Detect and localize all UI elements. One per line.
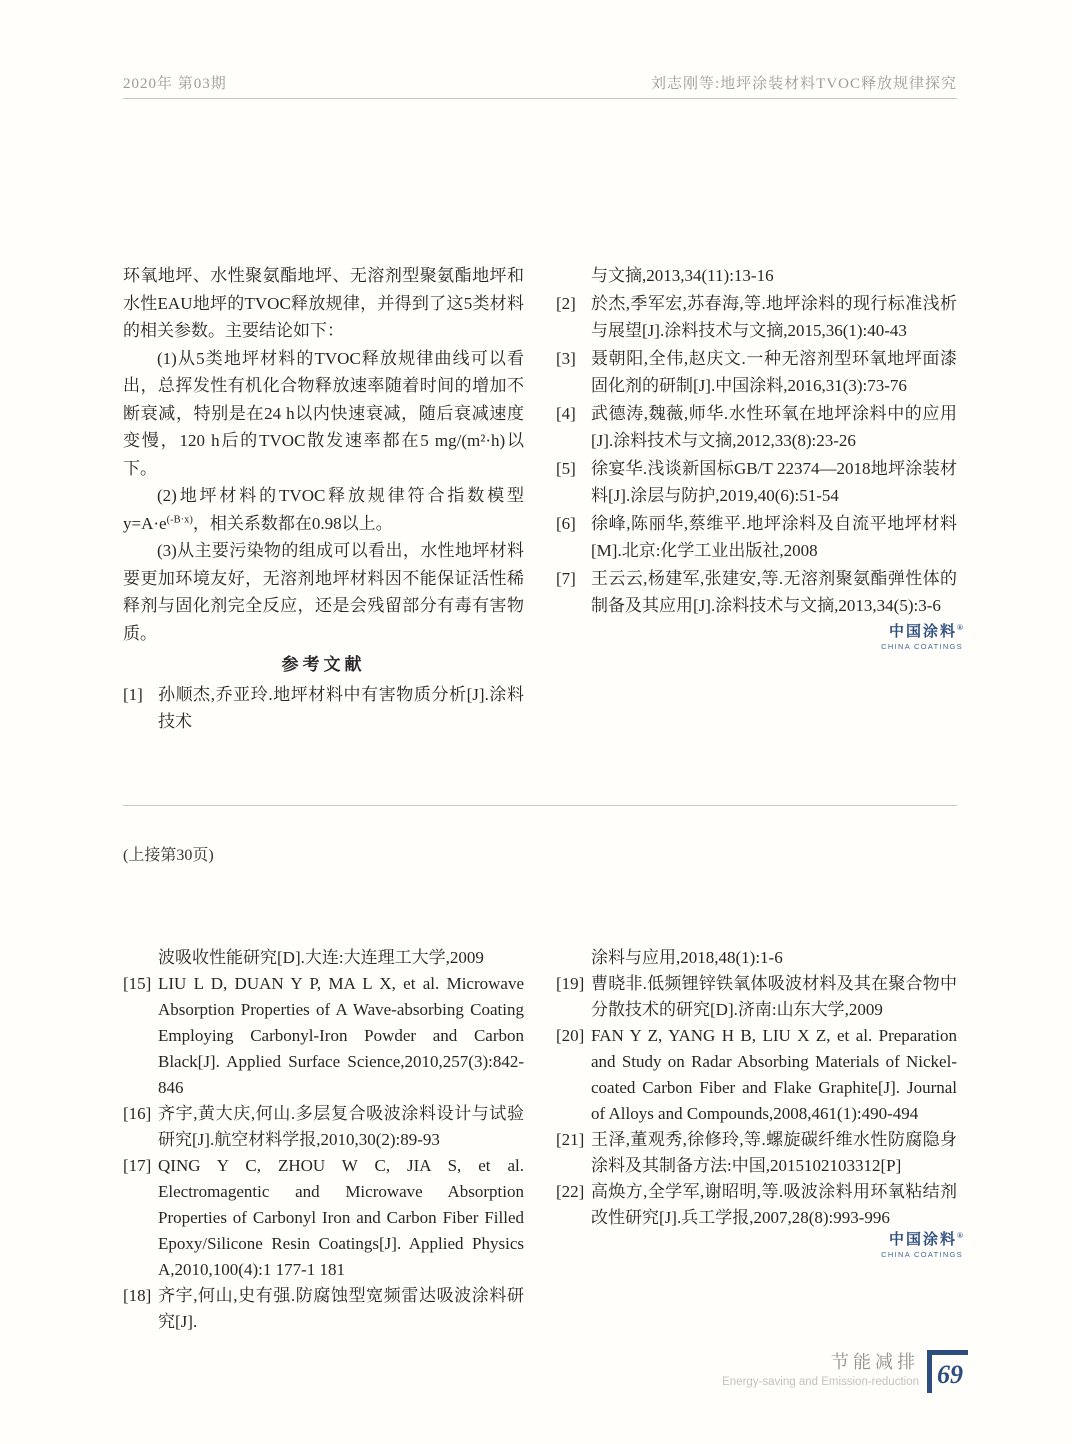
reference-item xyxy=(556,510,957,565)
formula-post: ，相关系数都在0.98以上。 xyxy=(192,513,393,533)
references-heading: 参考文献 xyxy=(281,655,366,674)
reference-item xyxy=(556,400,957,455)
conclusion-3: (3)从主要污染物的组成可以看出，水性地坪材料要更加环境友好，无溶剂地坪材料因不能保证活性稀释剂与固化剂完全反应，还是会残留部分有毒有害物质。 xyxy=(123,541,524,643)
formula-pre: (2)地坪材料的TVOC释放规律符合指数模型y=A·e xyxy=(123,486,524,533)
reference-item xyxy=(556,345,957,400)
logo-subtitle: CHINA COATINGS xyxy=(881,642,963,651)
reference-item xyxy=(556,1127,957,1179)
reference-continuation: 与文摘,2013,34(11):13-16 xyxy=(591,266,774,285)
reference-item xyxy=(123,681,524,736)
reference-text: 高焕方,全学军,谢昭明,等.吸波涂料用环氧粘结剂改性研究[J].兵工学报,2007,28(8):993-996 xyxy=(591,1182,957,1227)
logo-subtitle: CHINA COATINGS xyxy=(881,1250,963,1259)
reference-label: [4] xyxy=(556,403,576,423)
reference-item xyxy=(123,1153,524,1283)
logo-wordmark xyxy=(843,620,963,641)
reference-text: LIU L D, DUAN Y P, MA L X, et al. Microwave Absorption Properties of A Wave-absorbing Coating Employing Carbonyl-Iron Powder and Carbon Black[J]. Applied Surface Science,2010,257(3):842-846 xyxy=(158,974,524,1097)
reference-item xyxy=(556,1179,957,1231)
reference-label: [3] xyxy=(556,348,576,368)
reference-label: [20] xyxy=(556,1026,585,1045)
reference-text: 武德涛,魏薇,师华.水性环氧在地坪涂料中的应用[J].涂料技术与文摘,2012,33(8):23-26 xyxy=(591,403,957,450)
top-section xyxy=(123,262,957,736)
reference-label: [1] xyxy=(123,684,143,704)
footer-title-en: Energy-saving and Emission-reduction xyxy=(722,1376,919,1388)
conclusion-2 xyxy=(123,482,524,537)
reference-text: 曹晓非.低频锂锌铁氧体吸波材料及其在聚合物中分散技术的研究[D].济南:山东大学,2009 xyxy=(591,974,957,1019)
footer-title-cn: 节能减排 xyxy=(831,1352,919,1372)
section-divider xyxy=(123,805,957,806)
reference-text: 齐宇,黄大庆,何山.多层复合吸波涂料设计与试验研究[J].航空材料学报,2010,30(2):89-93 xyxy=(158,1104,524,1149)
body-paragraph: 环氧地坪、水性聚氨酯地坪、无溶剂型聚氨酯地坪和水性EAU地坪的TVOC释放规律，并得到了这5类材料的相关参数。主要结论如下： xyxy=(123,266,524,340)
reference-continuation: 波吸收性能研究[D].大连:大连理工大学,2009 xyxy=(158,948,484,967)
reference-label: [16] xyxy=(123,1104,152,1123)
china-coatings-logo xyxy=(843,1228,963,1259)
reference-text: 齐宇,何山,史有强.防腐蚀型宽频雷达吸波涂料研究[J]. xyxy=(158,1286,524,1331)
top-right-column xyxy=(556,262,957,736)
reference-item xyxy=(556,565,957,620)
reference-item xyxy=(123,1283,524,1335)
reference-text: 孙顺杰,乔亚玲.地坪材料中有害物质分析[J].涂料技术 xyxy=(158,684,524,731)
reference-text: 於杰,季军宏,苏春海,等.地坪涂料的现行标准浅析与展望[J].涂料技术与文摘,2015,36(1):40-43 xyxy=(591,293,957,340)
reference-text: 王云云,杨建军,张建安,等.无溶剂聚氨酯弹性体的制备及其应用[J].涂料技术与文摘,2013,34(5):3-6 xyxy=(591,568,957,615)
header-issue: 2020年 第03期 xyxy=(123,76,227,92)
footer-section-title xyxy=(722,1348,919,1388)
page-footer xyxy=(722,1348,968,1393)
china-coatings-logo xyxy=(843,620,963,651)
reference-item xyxy=(556,1023,957,1127)
continued-from-note: (上接第30页) xyxy=(123,847,214,864)
reference-text: 王泽,董观秀,徐修玲,等.螺旋碳纤维水性防腐隐身涂料及其制备方法:中国,2015102103312[P] xyxy=(591,1130,957,1175)
page-number-badge xyxy=(927,1350,968,1393)
reference-text: 徐峰,陈丽华,蔡维平.地坪涂料及自流平地坪材料[M].北京:化学工业出版社,2008 xyxy=(591,513,957,560)
reference-text: 徐宴华.浅谈新国标GB/T 22374—2018地坪涂装材料[J].涂层与防护,2019,40(6):51-54 xyxy=(591,458,957,505)
reference-label: [15] xyxy=(123,974,152,993)
logo-wordmark xyxy=(843,1228,963,1249)
conclusion-1: (1)从5类地坪材料的TVOC释放规律曲线可以看出，总挥发性有机化合物释放速率随着时间的增加不断衰减，特别是在24 h以内快速衰减，随后衰减速度变慢，120 h后的TVOC散发速率都在5 mg/(m²·h)以下。 xyxy=(123,348,524,478)
reference-label: [5] xyxy=(556,458,576,478)
reference-item xyxy=(123,1101,524,1153)
reference-label: [19] xyxy=(556,974,585,993)
reference-label: [17] xyxy=(123,1156,152,1175)
reference-label: [2] xyxy=(556,293,576,313)
reference-label: [18] xyxy=(123,1286,152,1305)
reference-continuation: 涂料与应用,2018,48(1):1-6 xyxy=(591,948,783,967)
reference-text: FAN Y Z, YANG H B, LIU X Z, et al. Preparation and Study on Radar Absorbing Materials of Nickel-coated Carbon Fiber and Flake Graphite[J]. Journal of Alloys and Compounds,2008,461(1):490-494 xyxy=(591,1026,957,1123)
reference-item xyxy=(556,290,957,345)
reference-item xyxy=(556,971,957,1023)
reference-item xyxy=(556,455,957,510)
page-number: 69 xyxy=(937,1360,963,1389)
logo-cn-text: 中国涂料 xyxy=(889,624,958,640)
bottom-right-column xyxy=(556,945,957,1335)
reference-label: [6] xyxy=(556,513,576,533)
registered-mark-icon: ® xyxy=(957,1231,963,1240)
formula-superscript: (-B·x) xyxy=(166,513,193,525)
reference-label: [21] xyxy=(556,1130,585,1149)
page-header xyxy=(123,72,957,93)
header-running-title: 刘志刚等:地坪涂装材料TVOC释放规律探究 xyxy=(650,76,957,92)
reference-item xyxy=(123,971,524,1101)
logo-cn-text: 中国涂料 xyxy=(889,1232,958,1248)
registered-mark-icon: ® xyxy=(957,623,963,632)
reference-text: QING Y C, ZHOU W C, JIA S, et al. Electromagentic and Microwave Absorption Properties of Carbonyl Iron and Carbon Fiber Filled Epoxy/Silicone Resin Coatings[J]. Applied Physics A,2010,100(4):1 177-1 181 xyxy=(158,1156,524,1279)
top-left-column xyxy=(123,262,524,736)
bottom-left-column xyxy=(123,945,524,1335)
reference-label: [22] xyxy=(556,1182,585,1201)
bottom-section xyxy=(123,945,957,1335)
reference-label: [7] xyxy=(556,568,576,588)
header-rule xyxy=(123,98,957,99)
reference-text: 聂朝阳,全伟,赵庆文.一种无溶剂型环氧地坪面漆固化剂的研制[J].中国涂料,2016,31(3):73-76 xyxy=(591,348,957,395)
